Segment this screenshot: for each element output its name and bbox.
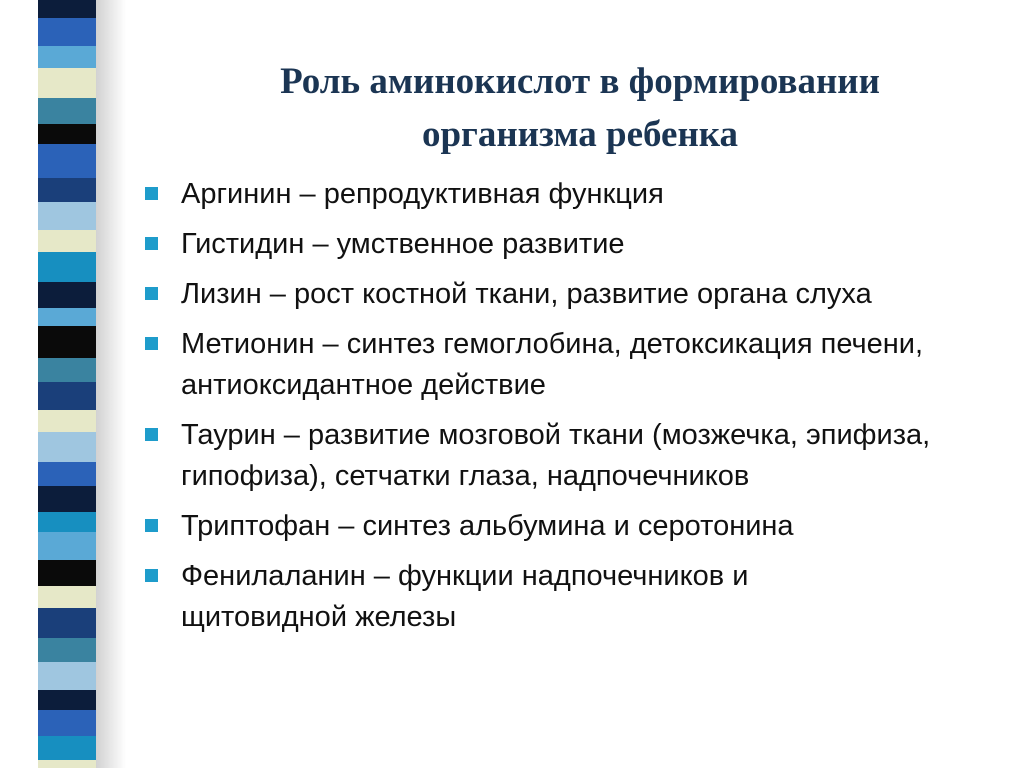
stripe-band <box>38 68 96 98</box>
list-item-arginine <box>143 174 1003 215</box>
stripe-band <box>38 178 96 202</box>
stripe-band <box>38 532 96 560</box>
stripe-band <box>38 432 96 462</box>
list-item-text: Гистидин – умственное развитие <box>181 228 625 260</box>
slide-title <box>150 55 1010 161</box>
list-item-histidine <box>143 224 1003 265</box>
square-bullet-icon <box>145 519 158 532</box>
square-bullet-icon <box>145 287 158 300</box>
stripe-band <box>38 586 96 608</box>
stripe-band <box>38 710 96 736</box>
stripe-band <box>38 144 96 178</box>
stripe-band <box>38 282 96 308</box>
stripe-band <box>38 662 96 690</box>
stripe-band <box>38 736 96 760</box>
stripe-band <box>38 608 96 638</box>
stripe-band <box>38 202 96 230</box>
stripe-band <box>38 486 96 512</box>
stripe-band <box>38 358 96 382</box>
stripe-band <box>38 98 96 124</box>
stripe-band <box>38 46 96 68</box>
stripe-band <box>38 560 96 586</box>
stripe-band <box>38 18 96 46</box>
square-bullet-icon <box>145 569 158 582</box>
stripe-band <box>38 326 96 358</box>
square-bullet-icon <box>145 428 158 441</box>
stripe-band <box>38 638 96 662</box>
list-item-text: Лизин – рост костной ткани, развитие органа слуха <box>181 278 872 310</box>
stripe-band <box>38 512 96 532</box>
slide-title-line-1: Роль аминокислот в формировании <box>280 61 880 102</box>
list-item-text: Метионин – синтез гемоглобина, детоксикация печени, антиоксидантное действие <box>181 328 924 401</box>
slide-title-line-2: организма ребенка <box>421 114 739 155</box>
stripe-band <box>38 382 96 410</box>
amino-acid-list <box>143 174 1003 647</box>
stripe-band <box>38 308 96 326</box>
stripe-band <box>38 760 96 768</box>
stripe-shadow <box>96 0 126 768</box>
stripe-band <box>38 462 96 486</box>
list-item-phenylalanine <box>143 556 891 638</box>
list-item-taurine <box>143 415 941 497</box>
square-bullet-icon <box>145 237 158 250</box>
list-item-methionine <box>143 324 971 406</box>
stripe-band <box>38 690 96 710</box>
list-item-text: Фенилаланин – функции надпочечников и щитовидной железы <box>181 560 749 633</box>
stripe-band <box>38 0 96 18</box>
stripe-band <box>38 410 96 432</box>
list-item-text: Аргинин – репродуктивная функция <box>181 178 664 210</box>
list-item-text: Таурин – развитие мозговой ткани (мозжечка, эпифиза, гипофиза), сетчатки глаза, надпочечников <box>181 419 931 492</box>
square-bullet-icon <box>145 187 158 200</box>
square-bullet-icon <box>145 337 158 350</box>
list-item-lysine <box>143 274 911 315</box>
stripe-band <box>38 252 96 282</box>
list-item-text: Триптофан – синтез альбумина и серотонина <box>181 510 794 542</box>
decorative-stripe <box>38 0 96 768</box>
stripe-band <box>38 230 96 252</box>
list-item-tryptophan <box>143 506 1003 547</box>
stripe-band <box>38 124 96 144</box>
